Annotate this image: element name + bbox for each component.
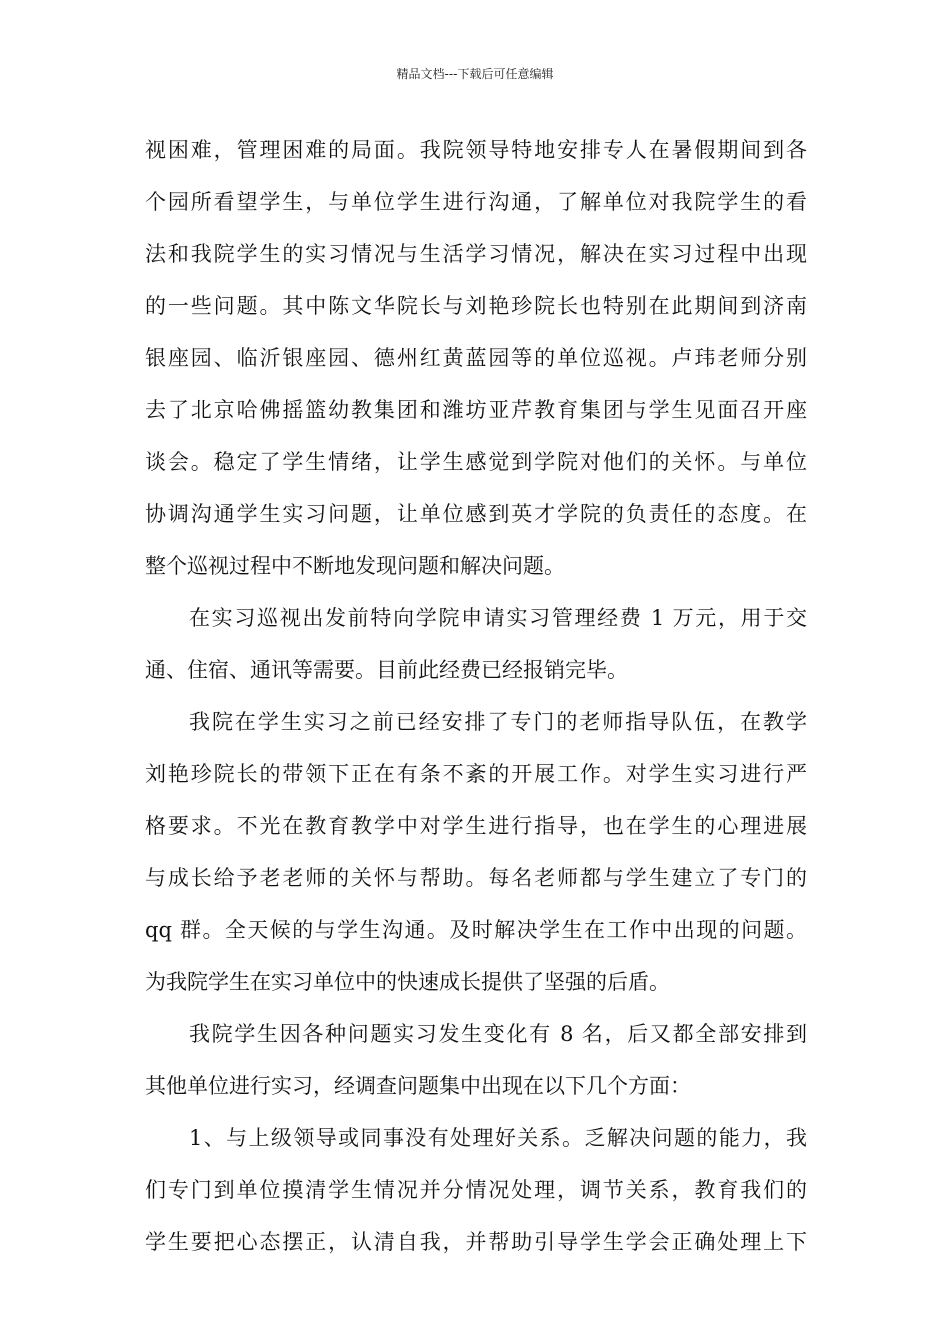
body-text: [145, 124, 807, 1268]
text-line: 刘艳珍院长的带领下正在有条不紊的开展工作。对学生实习进行严: [145, 762, 807, 786]
text-line: 我院在学生实习之前已经安排了专门的老师指导队伍，在教学: [189, 710, 807, 734]
text-line: 们专门到单位摸清学生情况并分情况处理，调节关系，教育我们的: [145, 1178, 807, 1202]
text-line: 法和我院学生的实习情况与生活学习情况，解决在实习过程中出现: [145, 242, 807, 266]
text-line: 整个巡视过程中不断地发现问题和解决问题。: [145, 554, 565, 578]
text-line: 我院学生因各种问题实习发生变化有 8 名，后又都全部安排到: [189, 1022, 807, 1046]
text-line: 个园所看望学生，与单位学生进行沟通，了解单位对我院学生的看: [145, 190, 807, 214]
text-line: 通、住宿、通讯等需要。目前此经费已经报销完毕。: [145, 658, 628, 682]
text-line: 视困难，管理困难的局面。我院领导特地安排专人在暑假期间到各: [145, 138, 807, 162]
text-line: qq 群。全天候的与学生沟通。及时解决学生在工作中出现的问题。: [145, 918, 807, 942]
text-line: 的一些问题。其中陈文华院长与刘艳珍院长也特别在此期间到济南: [145, 294, 807, 318]
text-line: 谈会。稳定了学生情绪，让学生感觉到学院对他们的关怀。与单位: [145, 450, 807, 474]
text-line: 银座园、临沂银座园、德州红黄蓝园等的单位巡视。卢玮老师分别: [145, 346, 807, 370]
text-line: 协调沟通学生实习问题，让单位感到英才学院的负责任的态度。在: [145, 502, 807, 526]
text-line: 1、与上级领导或同事没有处理好关系。乏解决问题的能力，我: [189, 1126, 807, 1150]
text-line: 为我院学生在实习单位中的快速成长提供了坚强的后盾。: [145, 970, 670, 994]
text-line: 学生要把心态摆正，认清自我，并帮助引导学生学会正确处理上下: [145, 1230, 807, 1254]
text-line: 其他单位进行实习，经调查问题集中出现在以下几个方面：: [145, 1074, 691, 1098]
text-line: 去了北京哈佛摇篮幼教集团和潍坊亚芹教育集团与学生见面召开座: [145, 398, 807, 422]
text-line: 在实习巡视出发前特向学院申请实习管理经费 1 万元，用于交: [189, 606, 807, 630]
text-line: 格要求。不光在教育教学中对学生进行指导，也在学生的心理进展: [145, 814, 807, 838]
text-line: 与成长给予老老师的关怀与帮助。每名老师都与学生建立了专门的: [145, 866, 807, 890]
page-header: 精品文档---下载后可任意编辑: [396, 67, 554, 81]
